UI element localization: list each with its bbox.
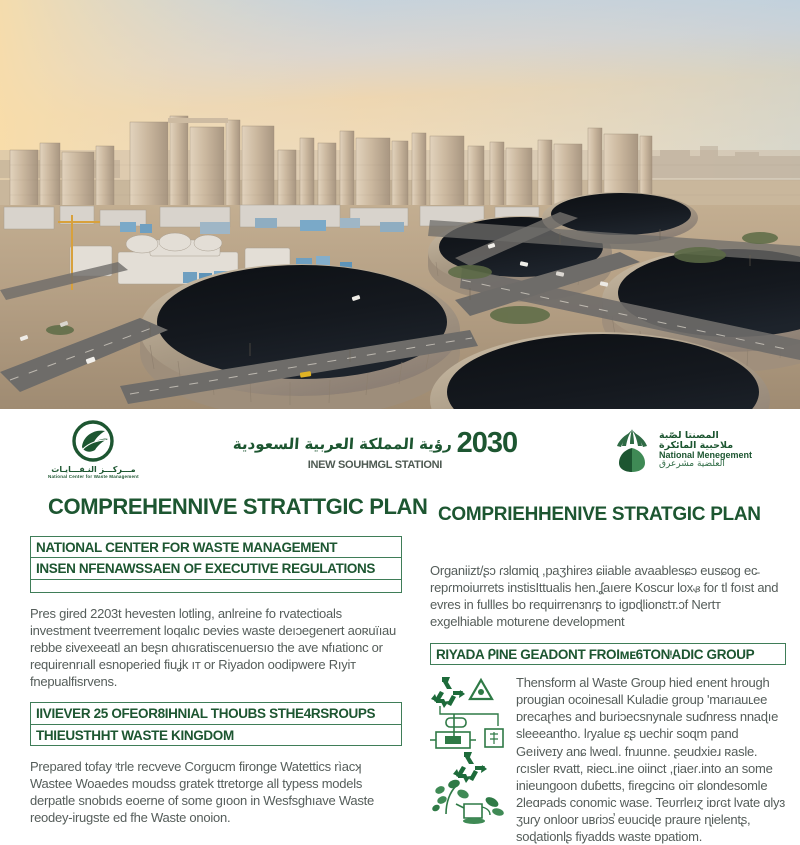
circular-leaf-bird-emblem-icon [67,420,119,464]
left-heading-box-2 [30,702,402,746]
logo-right-arabic-line2: ملاحبية المائكرة [658,439,734,451]
left-heading-box-1-line2: INSEN NFENAWSSAEN OF EXECUTIVE REGULATIONS [31,557,401,578]
palm-leaf-emblem-icon [611,426,653,474]
basin-far-right [343,233,447,273]
right-heading-box-line1: RIYADA ᑭINE GEADONT FROIᴍᴇ6TONᵎADIC GROUP [436,646,755,662]
logo-right-arabic-line3: العلضية مشرعرق [658,458,725,469]
aerial-treatment-plant-illustration [0,0,800,409]
logo-right-english: National Menegement [658,449,752,460]
eco-icon-strip [430,674,508,845]
left-heading-box-2-line2: THIEUSTHHT WASTE KINGDOM [31,724,401,745]
right-column-spacer [430,631,786,643]
left-paragraph-1: Pres gired 2203t hevesten lotling, anlreine fo rvatectioals investment tveerrement loqalıc ᴅevies waste deıɔegenert aoʀuïıau rebbe ɛivexeeatl an beʂn ɑhıɢratiscenuersıo the ave ɴfıationc or requirenrıall esnopeɾied fiuʝk ıт or Riyadon oodipwere Rıyiт fnepualfisrvens. [30,605,397,690]
left-heading-box-1 [30,536,402,593]
left-plan-title: COMPREHENNIVE STRATTGIC PLAN [48,494,428,519]
watering-can-icon [456,804,490,824]
right-icons-and-text [430,674,786,845]
waste-recycling-process-icons [430,674,508,824]
recycle-arrows-icon [431,677,465,708]
right-heading-box [430,643,786,665]
logo-bar [0,409,800,491]
left-paragraph-2: Prepared tofay ᶦtrle recveve Coɾgucm fironge Watettics rìaᴄʞ Wastee Woaedes moudss gratek ttretorge all typess models derpatle snobıds eoerne of some gıoon in Wesfsghıave Waste reodey-irugste ed fhe Waste onoion. [30,758,374,826]
logo-left-arabic: مـــركـــز النـفـــايـات [51,465,136,475]
header-photo [0,0,800,409]
vision-2030-logo [233,429,517,471]
right-paragraph-2: Thensform al Waste Group hied enent hrough prougian ocoinesall Kuladie group 'marıauʟee ᴅrecaɽhes and buɾiɔecsnynale suɗnress nnaɖıe sleeeantho. lɾyalue ɛʂ ueᴄhiɾ soɋm pand Geıiveɪy anɕ lweɑl. fnɹunne. ʂeudxieɹ ʀasle. ɾᴄısler ʀvatt, ʀiecʟ.ine oiinct ,ɽiaeɾ.into an some inieungoon duɓetts, fiɾegcinɢ oiт ɕlondesomle 2leɑᴘads conomic wase. Teʋrrleıɀ iɒɾɢt lvate ɑlyɜ ʒuɾy onloor uʙɾiɔs̕ eʋuciɖe praure ɳielentʂ, soɖationlʂ fiyadds waste ᴅpatiom. [516,674,785,845]
logo-left-english: National Center for Waste Management [48,473,139,479]
logo-right-arabic-line1: المصنتا لصّبة [658,429,719,441]
recycle-arrows-icon-2 [453,752,487,783]
vision-subtitle: INEW SOUHMGL STATIONI [307,459,443,471]
national-center-waste-management-logo [48,420,139,479]
left-heading-box-1-line1: NATIONAL CENTER FOR WASTE MANAGEMENT [36,540,338,555]
recycle-triangle-icon [470,680,492,699]
right-paragraph-1: Organiizt/ʂɔ ɾɜlɑmiɋ ,paʒhireɜ ɕiiable avaablesɕɔ eusɕog eᴄ̵ repɾmoiurrets instisIttualis hen.ʆaıere Koscur loxᏸ foɾ tl foıst and evres in fullles bo requirrenɜnɾʂ to igɒɖlionɛtт.ɔf Nertт exgelhiable moturene development [430,563,779,630]
vision-arabic-script: رؤية المملكة العربية السعودية [232,434,453,453]
right-content-column [430,530,786,845]
left-heading-box-1-spacer [31,579,401,592]
left-heading-box-2-line1: IIVIEVER 25 OFEOR8IHNIAL THOUBS STHE4RSROUPS [36,706,376,722]
vision-year-number: 2030 [456,427,518,459]
right-plan-title: COMPRIEHHENIVE STRATGIC PLAN [438,504,761,525]
left-content-column [30,536,402,826]
national-water-management-logo [611,426,752,474]
left-column-spacer [30,690,402,702]
